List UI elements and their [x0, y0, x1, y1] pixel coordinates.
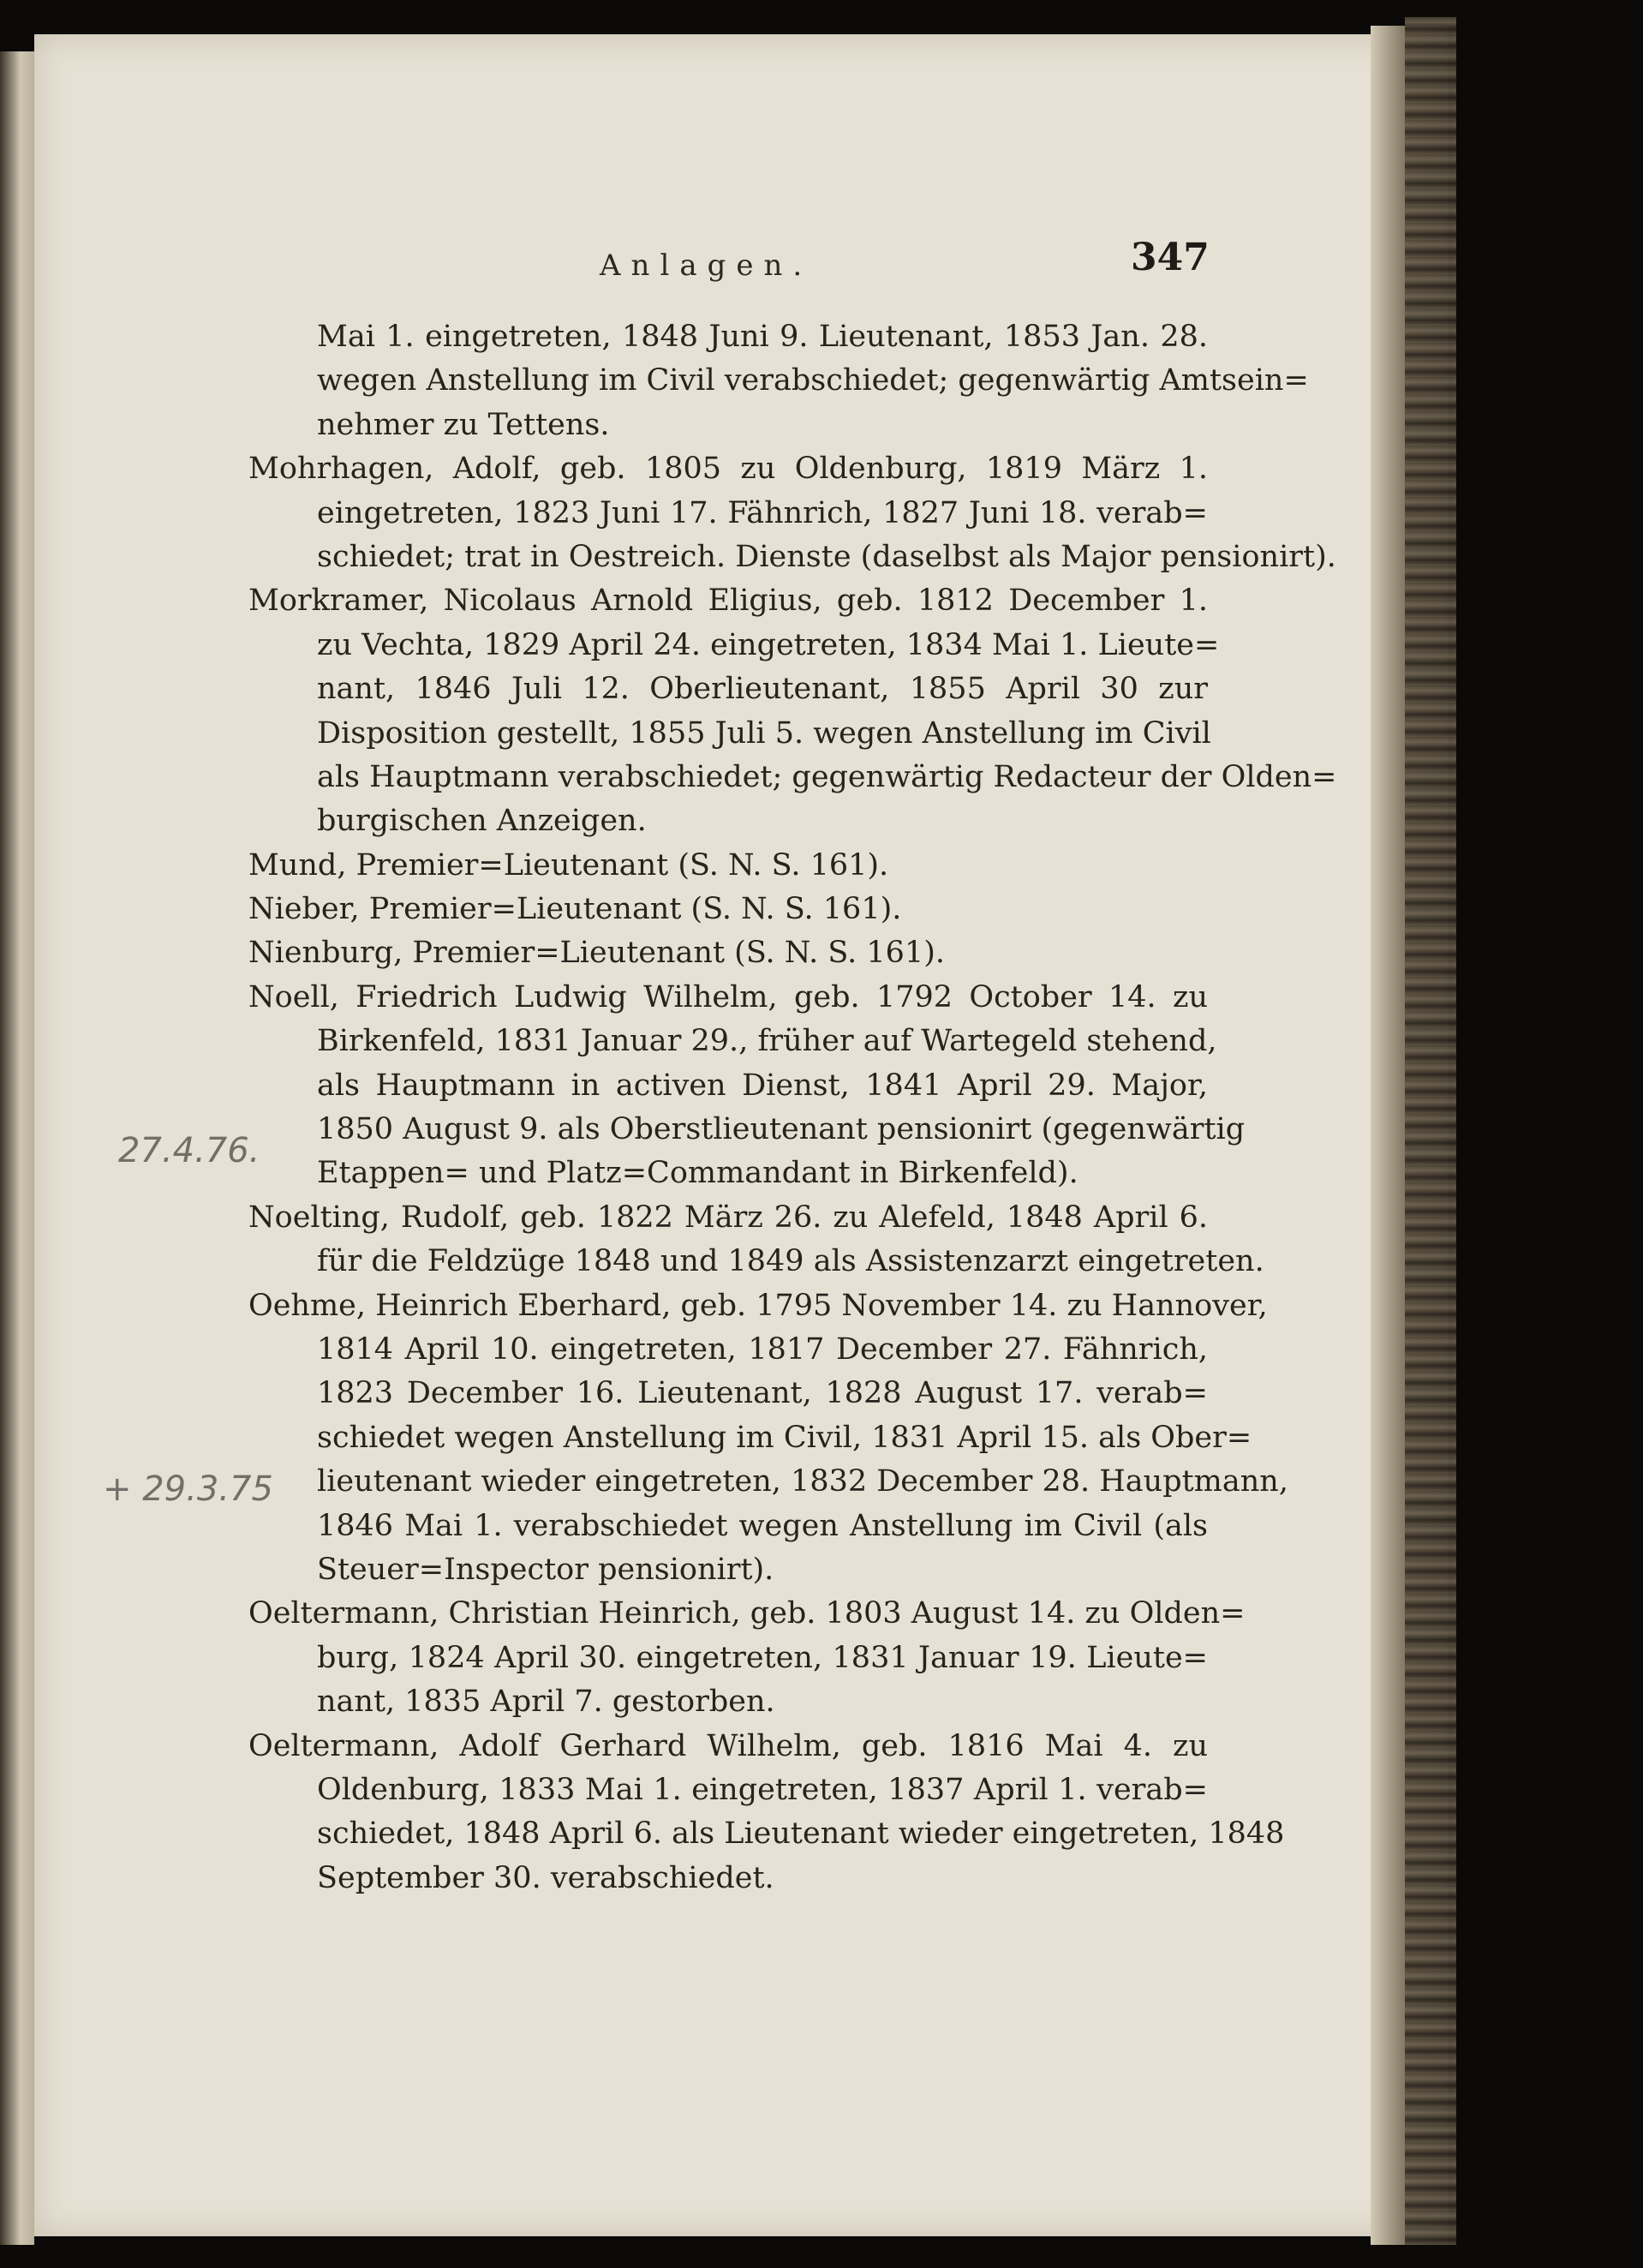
text-line: 1850 August 9. als Oberstlieutenant pensionirt (gegenwärtig [317, 1112, 1246, 1147]
text-line: schiedet wegen Anstellung im Civil, 1831 April 15. als Ober= [317, 1420, 1252, 1455]
text-line: Steuer=Inspector pensionirt). [317, 1552, 774, 1587]
text-line: schiedet; trat in Oestreich. Dienste (daselbst als Major pensionirt). [317, 539, 1336, 574]
entry-heading-line: Oeltermann, Adolf Gerhard Wilhelm, geb. 1816 Mai 4. zu [248, 1728, 1208, 1763]
text-line: als Hauptmann in activen Dienst, 1841 April 29. Major, [317, 1068, 1208, 1103]
text-line: 1846 Mai 1. verabschiedet wegen Anstellung im Civil (als [317, 1508, 1208, 1543]
text-line: nant, 1846 Juli 12. Oberlieutenant, 1855 April 30 zur [317, 672, 1208, 707]
text-line: Disposition gestellt, 1855 Juli 5. wegen Anstellung im Civil [317, 715, 1211, 751]
text-line: 1814 April 10. eingetreten, 1817 December 27. Fähnrich, [317, 1331, 1208, 1367]
text-line: September 30. verabschiedet. [317, 1860, 774, 1895]
entry-heading-line: Mund, Premier=Lieutenant (S. N. S. 161). [248, 847, 889, 883]
entry-heading-line: Noell, Friedrich Ludwig Wilhelm, geb. 1792 October 14. zu [248, 979, 1208, 1014]
handwritten-margin-note: + 29.3.75 [103, 1469, 273, 1509]
handwritten-margin-note: 27.4.76. [118, 1131, 260, 1170]
running-head: Anlagen. [600, 248, 813, 283]
text-line: 1823 December 16. Lieutenant, 1828 August 17. verab= [317, 1376, 1208, 1411]
text-line: Oldenburg, 1833 Mai 1. eingetreten, 1837 April 1. verab= [317, 1772, 1208, 1807]
text-line: lieutenant wieder eingetreten, 1832 December 28. Hauptmann, [317, 1464, 1288, 1499]
text-line: für die Feldzüge 1848 und 1849 als Assistenzarzt eingetreten. [317, 1244, 1264, 1279]
entry-heading-line: Morkramer, Nicolaus Arnold Eligius, geb. 1812 December 1. [248, 583, 1208, 619]
text-line: als Hauptmann verabschiedet; gegenwärtig Redacteur der Olden= [317, 759, 1337, 794]
entry-heading-line: Nienburg, Premier=Lieutenant (S. N. S. 161). [248, 936, 945, 971]
book-binding [1405, 17, 1456, 2245]
text-line: burgischen Anzeigen. [317, 804, 647, 839]
page-body [248, 315, 1337, 1900]
entry-heading-line: Oeltermann, Christian Heinrich, geb. 1803 August 14. zu Olden= [248, 1596, 1246, 1631]
facing-page-edge [0, 51, 34, 2245]
entry-heading-line: Noelting, Rudolf, geb. 1822 März 26. zu Alefeld, 1848 April 6. [248, 1200, 1208, 1235]
text-line: nehmer zu Tettens. [317, 407, 610, 442]
text-line: burg, 1824 April 30. eingetreten, 1831 Januar 19. Lieute= [317, 1640, 1208, 1675]
entry-heading-line: Mohrhagen, Adolf, geb. 1805 zu Oldenburg, 1819 März 1. [248, 452, 1208, 487]
text-line: nant, 1835 April 7. gestorben. [317, 1685, 775, 1720]
entry-heading-line: Oehme, Heinrich Eberhard, geb. 1795 November 14. zu Hannover, [248, 1288, 1268, 1323]
text-line: Etappen= und Platz=Commandant in Birkenfeld). [317, 1156, 1078, 1191]
text-line: Mai 1. eingetreten, 1848 Juni 9. Lieutenant, 1853 Jan. 28. [317, 320, 1208, 354]
page-number: 347 [1131, 236, 1210, 279]
text-line: eingetreten, 1823 Juni 17. Fähnrich, 1827 Juni 18. verab= [317, 495, 1208, 530]
text-line: Birkenfeld, 1831 Januar 29., früher auf Wartegeld stehend, [317, 1024, 1217, 1059]
text-line: schiedet, 1848 April 6. als Lieutenant wieder eingetreten, 1848 [317, 1816, 1285, 1852]
entry-heading-line: Nieber, Premier=Lieutenant (S. N. S. 161). [248, 892, 902, 927]
text-line: zu Vechta, 1829 April 24. eingetreten, 1834 Mai 1. Lieute= [317, 627, 1220, 662]
text-line: wegen Anstellung im Civil verabschiedet; gegenwärtig Amtsein= [317, 363, 1309, 398]
